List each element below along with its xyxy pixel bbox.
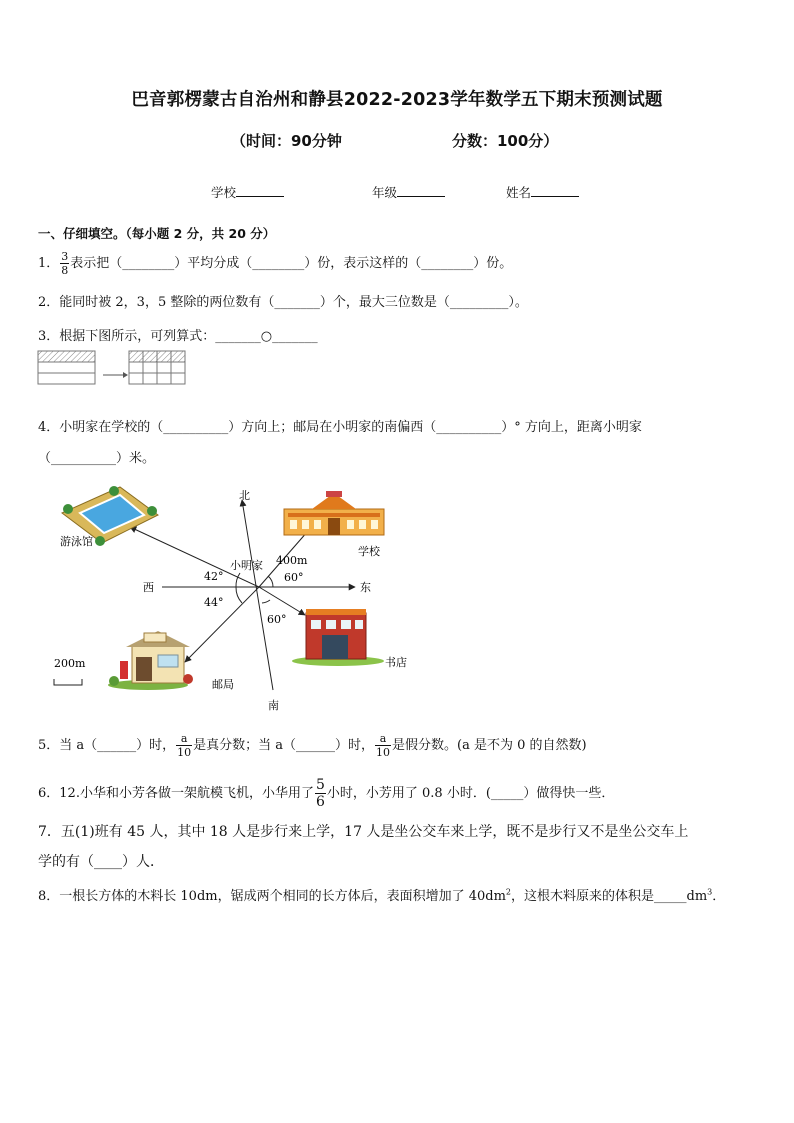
direction-map (40, 485, 440, 715)
grade-label: 年级 (372, 185, 398, 200)
pool-line (130, 527, 259, 587)
name-field (506, 183, 579, 201)
north-south-axis (242, 500, 273, 690)
question-3: 3．根据下图所示，可列算式：_______○_______ (38, 329, 318, 344)
school-label: 学校 (211, 185, 237, 200)
grade-field (372, 183, 445, 201)
west-label: 西 (143, 581, 154, 594)
question-6-part-a: 6．12.小华和小芳各做一架航模飞机，小华用了 (38, 786, 314, 801)
scale-bar (54, 679, 82, 685)
left-grid (38, 351, 95, 384)
question-1 (38, 251, 512, 276)
section-heading: 一、仔细填空。（每小题 2 分，共 20 分） (38, 226, 276, 241)
postoffice-label: 邮局 (212, 678, 234, 691)
school-blank[interactable] (236, 185, 284, 197)
question-8-text: 8．一根长方体的木料长 10dm，锯成两个相同的长方体后，表面积增加了 40dm (38, 889, 506, 904)
question-6-part-b: 小时，小芳用了 0.8 小时．(_____）做得快一些． (326, 786, 615, 801)
north-label: 北 (239, 489, 250, 502)
grade-blank[interactable] (397, 185, 445, 197)
question-8 (38, 885, 725, 904)
cube-superscript: 3 (707, 887, 713, 897)
angle-arc-ne (268, 576, 273, 587)
east-label: 东 (360, 581, 371, 594)
bookstore-label: 书店 (385, 656, 407, 669)
angle-ne: 60° (284, 571, 304, 584)
question-7-line2: 学的有（____）人． (38, 854, 164, 870)
name-label: 姓名 (506, 185, 532, 200)
center-label: 小明家 (230, 559, 263, 572)
question-5-part-c: 是假分数。(a 是不为 0 的自然数) (392, 738, 587, 753)
bookstore-line (259, 587, 305, 615)
question-8-text2: ，这根木料原来的体积是_____dm (511, 889, 708, 904)
angle-arc-sw (236, 587, 242, 603)
postoffice-icon (108, 631, 193, 690)
question-1-number: 1． (38, 256, 60, 271)
angle-nw: 42° (204, 570, 224, 583)
fraction-grid-figure (37, 350, 187, 386)
page-title: 巴音郭楞蒙古自治州和静县2022-2023学年数学五下期末预测试题 (131, 90, 663, 110)
south-label: 南 (268, 699, 279, 712)
scale-label: 200m (54, 657, 86, 670)
fraction-5-6: $\frac{5}{6}$ (315, 777, 325, 810)
question-5-part-b: 是真分数；当 a（______）时， (193, 738, 375, 753)
fraction-3-8: $\frac{3}{8}$ (61, 250, 69, 277)
bookstore-icon (292, 609, 384, 666)
school-field (211, 183, 284, 201)
question-4-line2: （__________）米。 (38, 451, 156, 466)
school-label: 学校 (358, 545, 380, 558)
angle-se: 60° (267, 613, 287, 626)
name-blank[interactable] (531, 185, 579, 197)
square-superscript: 2 (505, 887, 512, 897)
question-4-line1: 4．小明家在学校的（__________）方向上；邮局在小明家的南偏西（__________）° 方向上，距离小明家 (38, 420, 642, 435)
pool-label: 游泳馆 (60, 535, 93, 548)
fraction-a-10: $\frac{a}{10}$ (177, 732, 192, 759)
exam-score: 分数：100分） (452, 132, 559, 150)
right-grid (129, 351, 185, 384)
question-8-end: ． (712, 889, 726, 904)
angle-arc-nw (236, 573, 240, 587)
exam-time: （时间：90分钟 (231, 132, 342, 150)
distance-label: 400m (276, 554, 308, 567)
question-5 (38, 733, 587, 758)
question-6 (38, 778, 614, 809)
angle-sw: 44° (204, 596, 224, 609)
arrow (103, 372, 128, 378)
question-2: 2．能同时被 2，3，5 整除的两位数有（_______）个，最大三位数是（_________）。 (38, 295, 528, 310)
question-1-text: 表示把（________）平均分成（________）份，表示这样的（________）份。 (70, 256, 513, 271)
question-5-part-a: 5．当 a（______）时， (38, 738, 176, 753)
question-7-line1: 7．五(1)班有 45 人，其中 18 人是步行来上学，17 人是坐公交车来上学，既不是步行又不是坐公交车上 (38, 824, 689, 840)
angle-arc-se (262, 600, 270, 603)
school-icon (284, 491, 384, 535)
fraction-a-10-second: $\frac{a}{10}$ (376, 732, 391, 759)
